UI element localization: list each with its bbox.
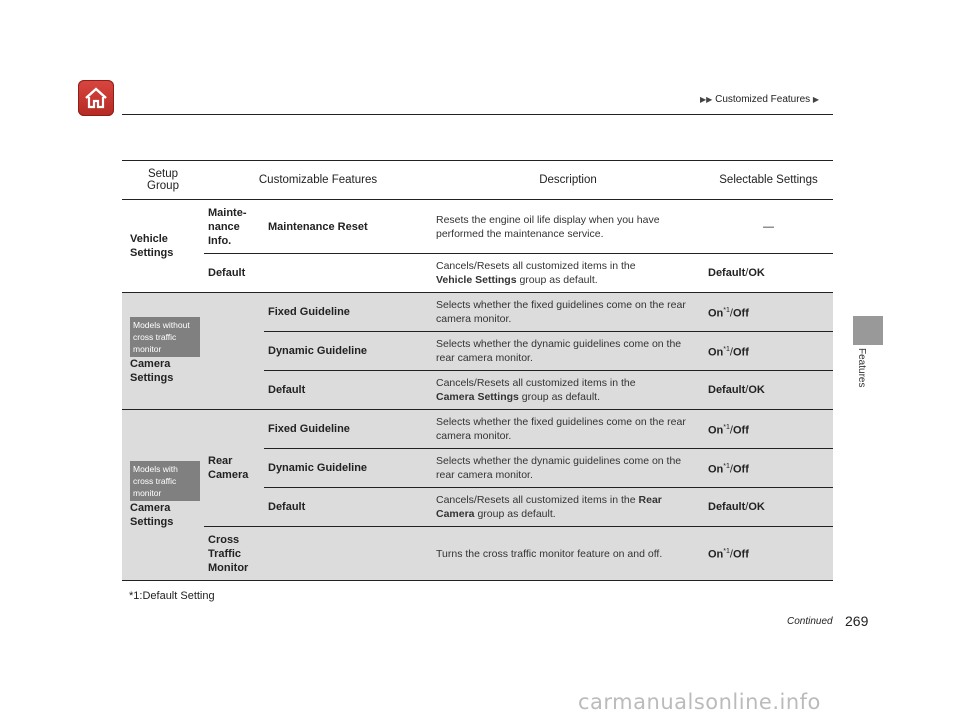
footnote-ref: *1: [723, 423, 730, 431]
setting-option: On: [708, 548, 724, 561]
group-vehicle-settings: Vehicle Settings: [122, 200, 204, 293]
setting-option: On: [708, 346, 724, 359]
desc-text: group as default.: [477, 508, 556, 520]
watermark: carmanualsonline.info: [578, 690, 821, 714]
feature-vehicle-default: Default: [204, 254, 432, 293]
feature-dynamic-guideline: Dynamic Guideline: [264, 332, 432, 371]
desc-cross-traffic-monitor: Turns the cross traffic monitor feature on and off.: [432, 527, 704, 581]
desc-fixed-guideline: Selects whether the fixed guidelines come on the rear camera monitor.: [432, 293, 704, 332]
desc-bold: Camera Settings: [436, 391, 519, 403]
desc-text: group as default.: [521, 391, 601, 403]
desc-vehicle-default: [432, 254, 704, 293]
setting-vehicle-default: [704, 254, 833, 293]
home-icon: [84, 86, 108, 110]
setting-cross-traffic-monitor: [704, 527, 833, 581]
setting-option: OK: [748, 384, 765, 396]
model-badge: Models without cross traffic monitor: [130, 317, 200, 357]
desc-dynamic-guideline: Selects whether the dynamic guidelines come on the rear camera monitor.: [432, 449, 704, 488]
header-rule: [122, 114, 833, 115]
header-description: Description: [432, 161, 704, 200]
setting-option: Off: [732, 463, 749, 476]
setting-rear-camera-default: [704, 488, 833, 527]
setting-option: Off: [732, 424, 749, 437]
desc-fixed-guideline: Selects whether the fixed guidelines come on the rear camera monitor.: [432, 410, 704, 449]
footnote-ref: *1: [723, 548, 730, 556]
setting-option: Default: [708, 384, 746, 396]
group-label: Camera Settings: [130, 502, 174, 528]
setting-option: OK: [748, 267, 765, 279]
feature-cross-traffic-monitor: Cross Traffic Monitor: [204, 527, 432, 581]
footnote-ref: *1: [723, 345, 730, 353]
settings-table: [122, 160, 833, 581]
feature-dynamic-guideline: Dynamic Guideline: [264, 449, 432, 488]
desc-text: Cancels/Resets all customized items in the: [436, 260, 636, 272]
desc-maintenance-reset: Resets the engine oil life display when you have performed the maintenance service.: [432, 200, 704, 254]
desc-camera-default: [432, 371, 704, 410]
footnote-ref: *1: [723, 462, 730, 470]
setting-option: Default: [708, 501, 746, 513]
header-setup-group: Setup Group: [122, 161, 204, 200]
side-section-label: Features: [856, 348, 867, 388]
setting-separator: /: [729, 463, 733, 476]
page-number: 269: [845, 613, 869, 629]
desc-dynamic-guideline: Selects whether the dynamic guidelines come on the rear camera monitor.: [432, 332, 704, 371]
header-selectable-settings: Selectable Settings: [704, 161, 833, 200]
group-camera-settings-b: [122, 410, 204, 581]
model-badge: Models with cross traffic monitor: [130, 461, 200, 501]
setting-separator: /: [745, 267, 749, 279]
arrow-right-icon: ▶▶: [700, 95, 713, 104]
setting-separator: /: [729, 548, 733, 561]
arrow-right-icon: ▶: [812, 95, 820, 104]
desc-text: Cancels/Resets all customized items in the: [436, 494, 636, 506]
setting-option: On: [708, 424, 724, 437]
footnote: *1:Default Setting: [129, 590, 215, 602]
setting-camera-default: [704, 371, 833, 410]
setting-option: On: [708, 463, 724, 476]
setting-dynamic-guideline: [704, 332, 833, 371]
setting-separator: /: [729, 424, 733, 437]
setting-separator: /: [729, 346, 733, 359]
desc-text: Cancels/Resets all customized items in the: [436, 377, 636, 389]
setting-separator: /: [729, 307, 733, 320]
feature-rear-camera-default: Default: [264, 488, 432, 527]
setting-option: OK: [748, 501, 765, 513]
setting-maintenance-reset: —: [704, 200, 833, 254]
group-label: Camera Settings: [130, 358, 174, 384]
group-camera-settings-a: [122, 293, 264, 410]
feature-fixed-guideline: Fixed Guideline: [264, 410, 432, 449]
continued-label: Continued: [787, 616, 833, 627]
desc-bold: Vehicle Settings: [436, 274, 517, 286]
subgroup-maintenance-info: Mainte- nance Info.: [204, 200, 264, 254]
breadcrumb[interactable]: [700, 94, 819, 105]
footnote-ref: *1: [723, 306, 730, 314]
home-button[interactable]: [78, 80, 114, 116]
desc-rear-camera-default: [432, 488, 704, 527]
feature-fixed-guideline: Fixed Guideline: [264, 293, 432, 332]
setting-option: Default: [708, 267, 746, 279]
setting-option: On: [708, 307, 724, 320]
setting-option: Off: [732, 346, 749, 359]
setting-fixed-guideline: [704, 293, 833, 332]
desc-text: group as default.: [519, 274, 598, 286]
setting-dynamic-guideline: [704, 449, 833, 488]
setting-option: Off: [732, 548, 749, 561]
setting-fixed-guideline: [704, 410, 833, 449]
breadcrumb-label: Customized Features: [715, 94, 811, 105]
section-tab[interactable]: [853, 316, 883, 345]
setting-separator: /: [745, 384, 749, 396]
setting-separator: /: [745, 501, 749, 513]
header-customizable-features: Customizable Features: [204, 161, 432, 200]
feature-camera-default: Default: [264, 371, 432, 410]
feature-maintenance-reset: Maintenance Reset: [264, 200, 432, 254]
subgroup-rear-camera: Rear Camera: [204, 410, 264, 527]
setting-option: Off: [732, 307, 749, 320]
desc-bold: Rear Camera: [436, 494, 662, 520]
